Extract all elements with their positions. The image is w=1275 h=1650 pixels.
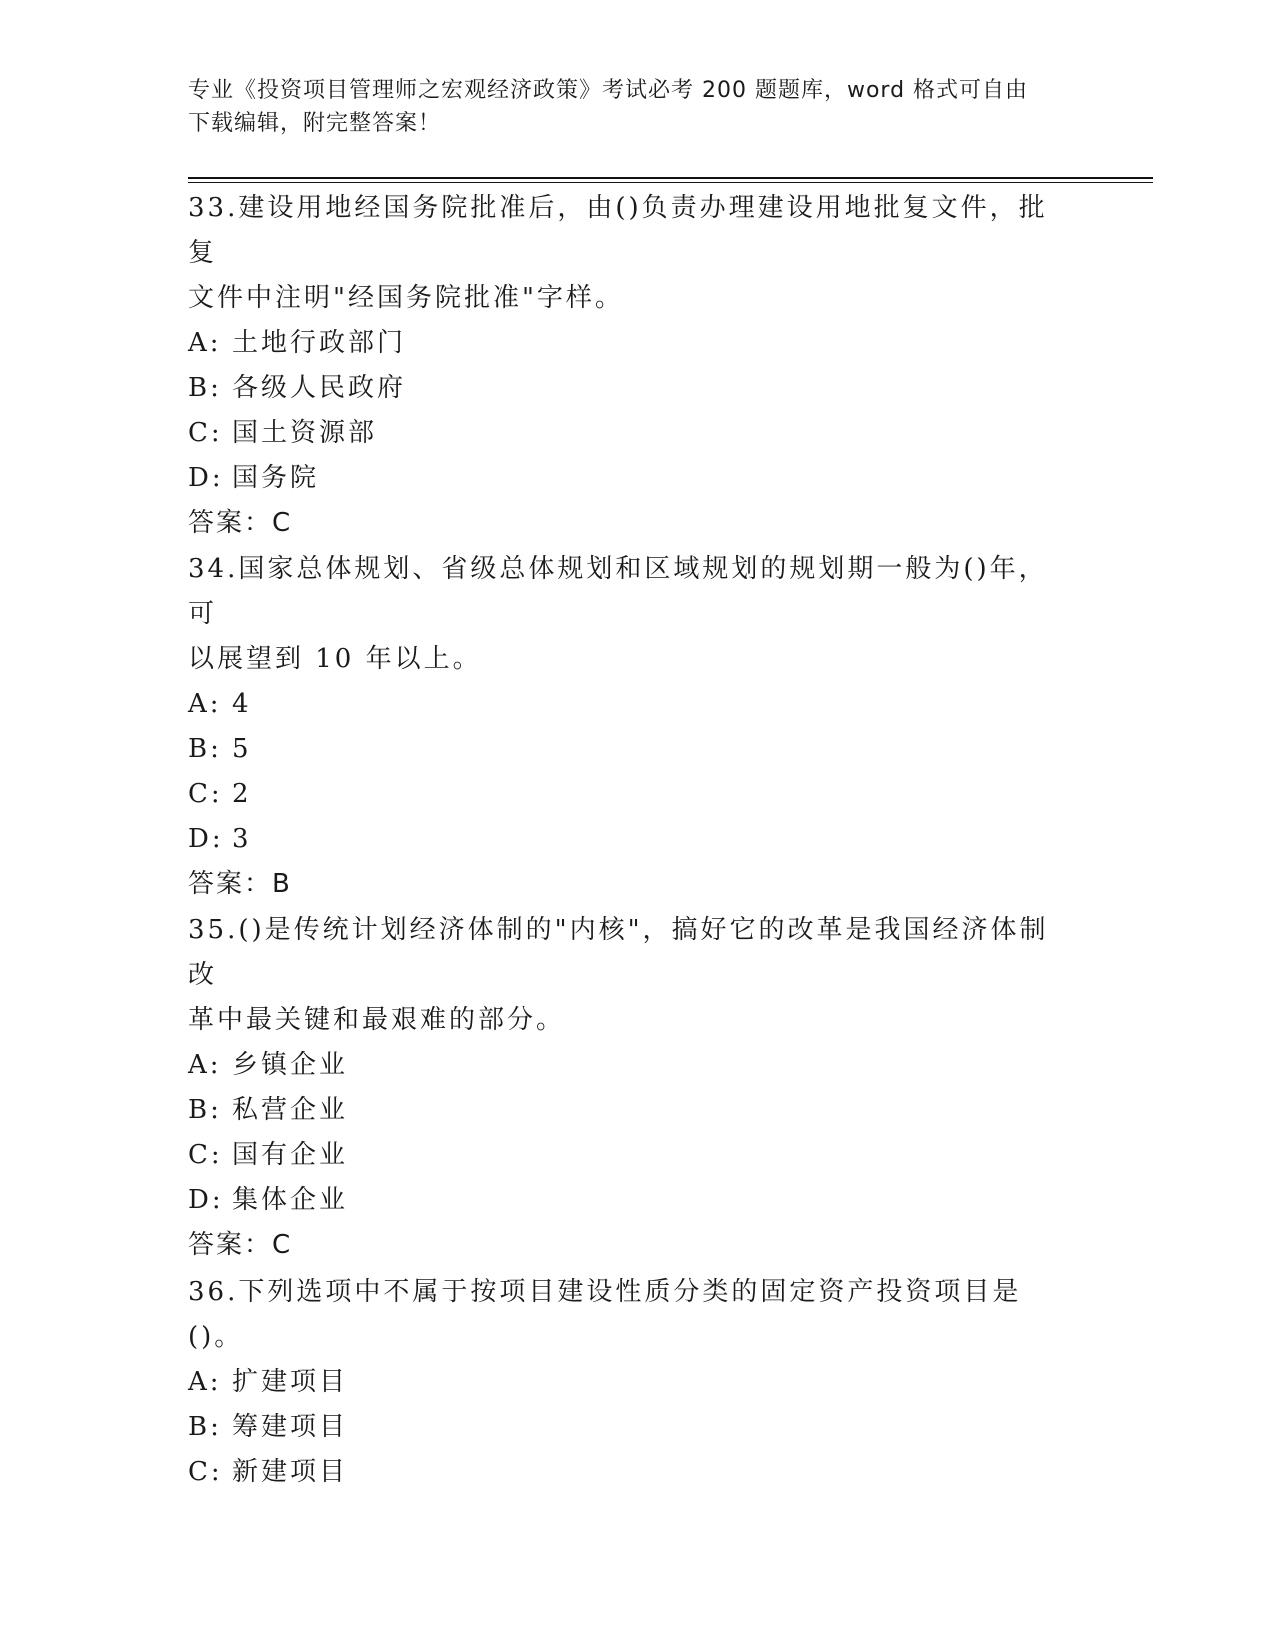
option-d: [188, 817, 1068, 862]
option-letter: A:: [188, 1050, 222, 1080]
option-letter: C:: [188, 418, 223, 448]
question-36: [188, 1270, 1068, 1495]
question-34: [188, 547, 1068, 907]
option-b: [188, 366, 1068, 411]
header-divider-thick: [188, 177, 1153, 179]
option-text: 国务院: [232, 463, 320, 493]
option-text: 各级人民政府: [232, 373, 407, 403]
option-letter: C:: [188, 779, 223, 809]
option-c: [188, 1450, 1068, 1495]
option-text: 筹建项目: [232, 1412, 349, 1442]
option-b: [188, 1405, 1068, 1450]
option-a: [188, 682, 1068, 727]
option-letter: A:: [188, 689, 222, 719]
question-stem-line-2: 以展望到 10 年以上。: [188, 644, 482, 674]
option-letter: B:: [188, 734, 222, 764]
option-letter: D:: [188, 1185, 224, 1215]
option-letter: C:: [188, 1457, 223, 1487]
option-text: 私营企业: [232, 1095, 349, 1125]
header-line-2: 下载编辑，附完整答案！: [188, 111, 442, 136]
option-text: 新建项目: [232, 1457, 349, 1487]
question-stem-line-2: 革中最关键和最艰难的部分。: [188, 1005, 566, 1035]
option-letter: A:: [188, 328, 222, 358]
option-b: [188, 727, 1068, 772]
question-33: [188, 186, 1068, 546]
option-a: [188, 1043, 1068, 1088]
answer-label: 答案：C: [188, 1230, 293, 1260]
option-text: 国有企业: [232, 1140, 349, 1170]
option-c: [188, 772, 1068, 817]
option-letter: C:: [188, 1140, 223, 1170]
option-d: [188, 1178, 1068, 1223]
option-letter: D:: [188, 463, 224, 493]
option-a: [188, 321, 1068, 366]
option-c: [188, 411, 1068, 456]
question-stem-line-2: 文件中注明"经国务院批准"字样。: [188, 283, 624, 313]
option-d: [188, 456, 1068, 501]
option-b: [188, 1088, 1068, 1133]
document-header: [188, 74, 1088, 140]
option-text: 集体企业: [232, 1185, 349, 1215]
header-divider-thin: [188, 182, 1153, 183]
question-stem-line-1: 33.建设用地经国务院批准后，由()负责办理建设用地批复文件，批复: [188, 193, 1048, 268]
option-text: 国土资源部: [232, 418, 378, 448]
option-text: 5: [232, 734, 252, 764]
question-stem-line-1: 35.()是传统计划经济体制的"内核"，搞好它的改革是我国经济体制改: [188, 915, 1049, 990]
answer-label: 答案：B: [188, 869, 292, 899]
option-text: 3: [232, 824, 252, 854]
option-letter: D:: [188, 824, 224, 854]
question-stem-line-1: 34.国家总体规划、省级总体规划和区域规划的规划期一般为()年，可: [188, 554, 1048, 629]
option-letter: B:: [188, 1412, 222, 1442]
answer-label: 答案：C: [188, 508, 293, 538]
option-text: 扩建项目: [232, 1367, 349, 1397]
option-letter: B:: [188, 373, 222, 403]
header-line-1: 专业《投资项目管理师之宏观经济政策》考试必考 200 题题库，word 格式可自由: [188, 78, 1029, 103]
option-letter: B:: [188, 1095, 222, 1125]
option-text: 4: [232, 689, 252, 719]
question-35: [188, 908, 1068, 1268]
question-stem-line-1: 36.下列选项中不属于按项目建设性质分类的固定资产投资项目是()。: [188, 1277, 1022, 1352]
option-text: 土地行政部门: [232, 328, 407, 358]
option-c: [188, 1133, 1068, 1178]
option-letter: A:: [188, 1367, 222, 1397]
option-a: [188, 1360, 1068, 1405]
option-text: 2: [232, 779, 252, 809]
option-text: 乡镇企业: [232, 1050, 349, 1080]
